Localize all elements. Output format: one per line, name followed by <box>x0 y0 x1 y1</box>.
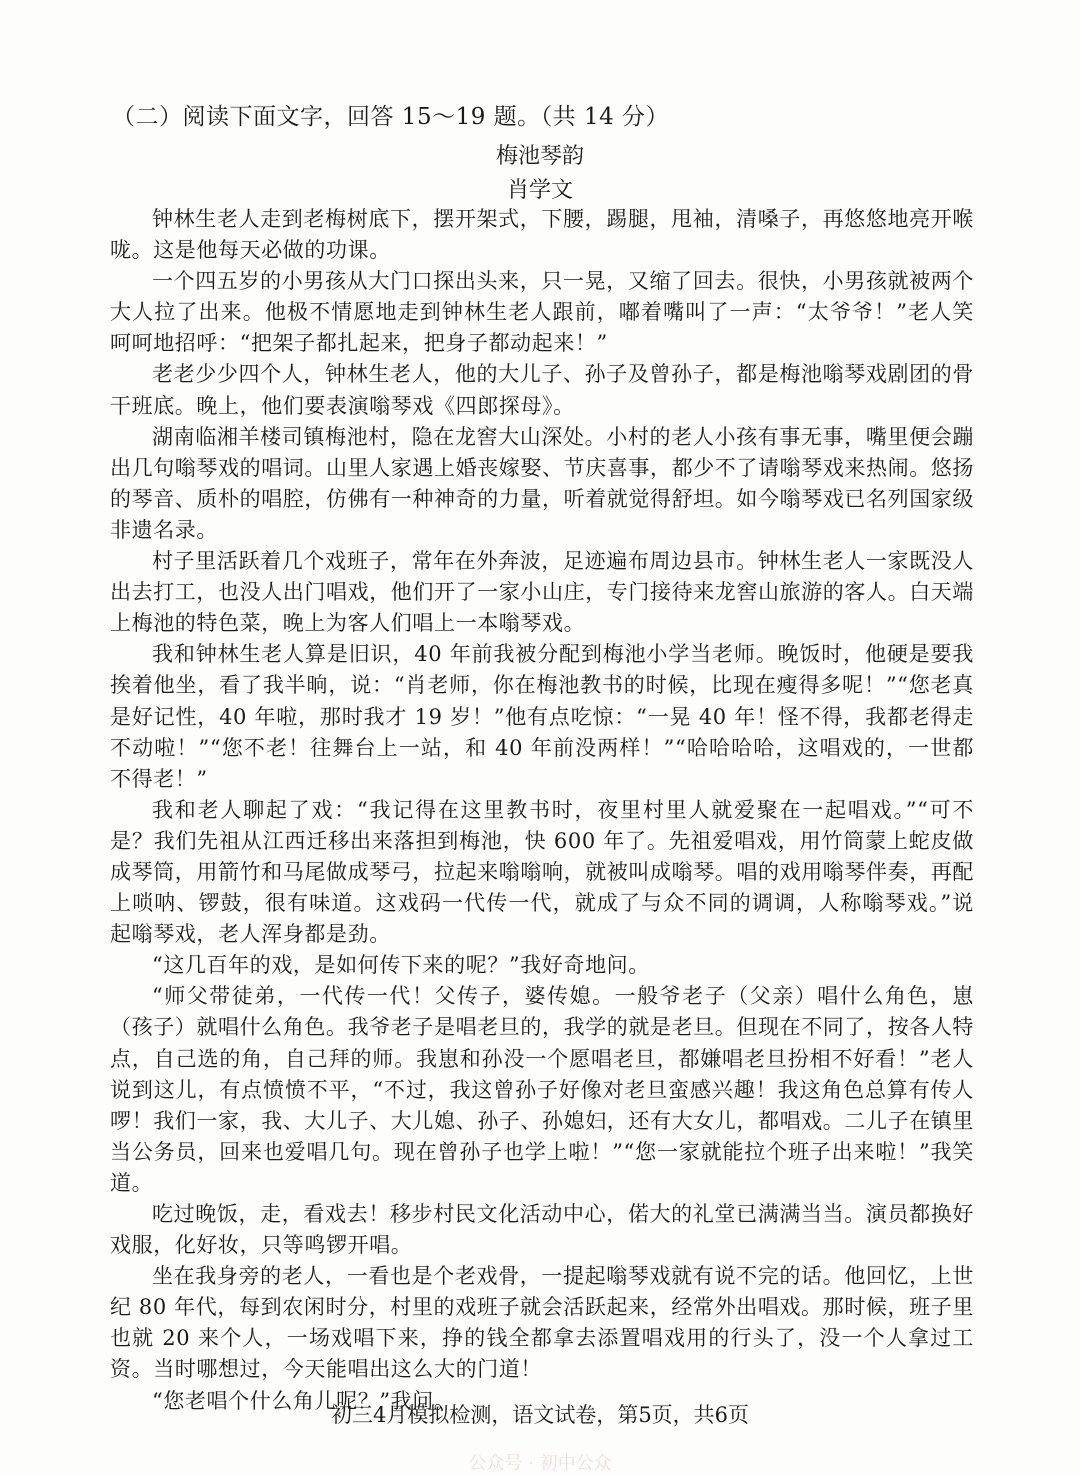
section-heading: （二）阅读下面文字，回答 15～19 题。（共 14 分） <box>112 104 670 130</box>
paragraph: “师父带徒弟，一代传一代！父传子，婆传媳。一般爷老子（父亲）唱什么角色，崽（孩子）就唱什么角色。我爷老子是唱老旦的，我学的就是老旦。但现在不同了，按各人特点，自己选的角，自己拜的师。我崽和孙没一个愿唱老旦，都嫌唱老旦扮相不好看！”老人说到这儿，有点愤愤不平，“不过，我这曾孙子好像对老旦蛮感兴趣！我这角色总算有传人啰！我们一家，我、大儿子、大儿媳、孙子、孙媳妇，还有大女儿，都唱戏。二儿子在镇里当公务员，回来也爱唱几句。现在曾孙子也学上啦！”“您一家就能拉个班子出来啦！”我笑道。 <box>110 984 974 1195</box>
article-title: 梅池琴韵 <box>495 144 584 169</box>
page-footer: 初三4月模拟检测，语文试卷，第5页，共6页 <box>330 1403 750 1427</box>
paragraph: 钟林生老人走到老梅树底下，摆开架式，下腰，踢腿，甩袖，清嗓子，再悠悠地亮开喉咙。这是他每天必做的功课。 <box>110 207 974 263</box>
paragraph: 一个四五岁的小男孩从大门口探出头来，只一晃，又缩了回去。很快，小男孩就被两个大人拉了出来。他极不情愿地走到钟林生老人跟前，嘟着嘴叫了一声：“太爷爷！”老人笑呵呵地招呼：“把架子都扎起来，把身子都动起来！” <box>110 269 974 356</box>
paragraph: 坐在我身旁的老人，一看也是个老戏骨，一提起嗡琴戏就有说不完的话。他回忆，上世纪 80 年代，每到农闲时分，村里的戏班子就会活跃起来，经常外出唱戏。那时候，班子里也就 20 来个人，一场戏唱下来，挣的钱全都拿去添置唱戏用的行头了，没一个人拿过工资。当时哪想过，今天能唱出这么大的门道！ <box>110 1264 974 1382</box>
paragraph: 村子里活跃着几个戏班子，常年在外奔波，足迹遍布周边县市。钟林生老人一家既没人出去打工，也没人出门唱戏，他们开了一家小山庄，专门接待来龙窖山旅游的客人。白天端上梅池的特色菜，晚上为客人们唱上一本嗡琴戏。 <box>110 549 974 636</box>
watermark: 公众号 · 初中公众 <box>468 1453 612 1474</box>
article-body <box>110 204 974 1417</box>
paragraph: 我和老人聊起了戏：“我记得在这里教书时，夜里村里人就爱聚在一起唱戏。”“可不是？我们先祖从江西迁移出来落担到梅池，快 600 年了。先祖爱唱戏，用竹筒蒙上蛇皮做成琴筒，用箭竹和马尾做成琴弓，拉起来嗡嗡响，就被叫成嗡琴。唱的戏用嗡琴伴奏，再配上唢呐、锣鼓，很有味道。这戏码一代传一代，就成了与众不同的调调，人称嗡琴戏。”说起嗡琴戏，老人浑身都是劲。 <box>110 797 974 947</box>
paragraph: 吃过晚饭，走，看戏去！移步村民文化活动中心，偌大的礼堂已满满当当。演员都换好戏服，化好妆，只等鸣锣开唱。 <box>110 1202 974 1258</box>
article-author: 肖学文 <box>506 178 573 203</box>
paragraph: “您老唱个什么角儿呢？”我问。 <box>152 1388 456 1413</box>
paragraph: 湖南临湘羊楼司镇梅池村，隐在龙窖大山深处。小村的老人小孩有事无事，嘴里便会蹦出几句嗡琴戏的唱词。山里人家遇上婚丧嫁娶、节庆喜事，都少不了请嗡琴戏来热闹。悠扬的琴音、质朴的唱腔，仿佛有一种神奇的力量，听着就觉得舒坦。如今嗡琴戏已名列国家级非遗名录。 <box>110 424 974 542</box>
paragraph: “这几百年的戏，是如何传下来的呢？”我好奇地问。 <box>152 953 650 978</box>
paragraph: 老老少少四个人，钟林生老人，他的大儿子、孙子及曾孙子，都是梅池嗡琴戏剧团的骨干班底。晚上，他们要表演嗡琴戏《四郎探母》。 <box>110 362 974 418</box>
paragraph: 我和钟林生老人算是旧识，40 年前我被分配到梅池小学当老师。晚饭时，他硬是要我挨着他坐，看了我半晌，说：“肖老师，你在梅池教书的时候，比现在瘦得多呢！”“您老真是好记性，40 年啦，那时我才 19 岁！”他有点吃惊：“一晃 40 年！怪不得，我都老得走不动啦！”“您不老！往舞台上一站，和 40 年前没两样！”“哈哈哈哈，这唱戏的，一世都不得老！” <box>110 642 974 791</box>
